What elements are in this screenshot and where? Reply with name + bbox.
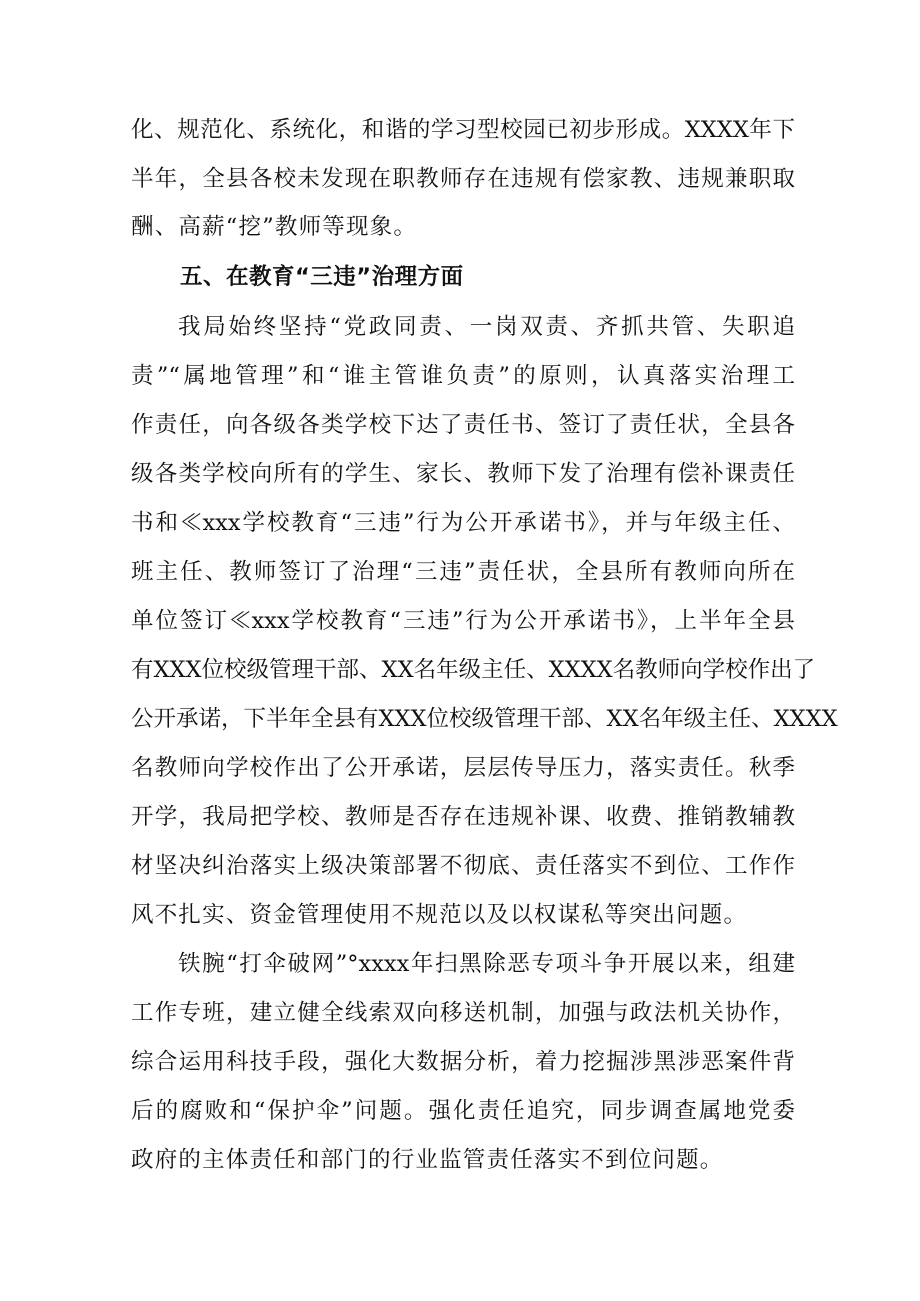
text-line: 级各类学校向所有的学生、家长、教师下发了治理有偿补课责任	[131, 461, 795, 487]
text-line: 责”“属地管理”和“谁主管谁负责”的原则，认真落实治理工	[131, 363, 795, 389]
text-line: 后的腐败和“保护伞”问题。强化责任追究，同步调查属地党委	[131, 1098, 795, 1124]
text-line: 材坚决纠治落实上级决策部署不彻底、责任落实不到位、工作作	[131, 853, 795, 879]
text-line: 铁腕“打伞破网”°xxxx年扫黑除恶专项斗争开展以来，组建	[178, 951, 795, 977]
text-line: 单位签订≪xxx学校教育“三违”行为公开承诺书》，上半年全县	[131, 608, 795, 634]
section-heading: 五、在教育“三违”治理方面	[180, 264, 464, 290]
text-line: 风不扎实、资金管理使用不规范以及以权谋私等突出问题。	[131, 902, 748, 928]
text-line: 有XXX位校级管理干部、XX名年级主任、XXXX名教师向学校作出了	[131, 657, 816, 683]
text-line: 名教师向学校作出了公开承诺，层层传导压力，落实责任。秋季	[131, 755, 795, 781]
text-line: 政府的主体责任和部门的行业监管责任落实不到位问题。	[131, 1147, 724, 1173]
text-line: 工作专班，建立健全线索双向移送机制，加强与政法机关协作，	[131, 1000, 795, 1026]
text-line: 化、规范化、系统化，和谐的学习型校园已初步形成。XXXX年下	[131, 117, 795, 143]
text-line: 半年，全县各校未发现在职教师存在违规有偿家教、违规兼职取	[131, 166, 795, 192]
text-line: 公开承诺，下半年全县有XXX位校级管理干部、XX名年级主任、XXXX	[131, 706, 838, 732]
text-line: 作责任，向各级各类学校下达了责任书、签订了责任状，全县各	[131, 412, 795, 438]
text-line: 酬、高薪“挖”教师等现象。	[131, 214, 418, 240]
text-line: 开学，我局把学校、教师是否存在违规补课、收费、推销教辅教	[131, 804, 795, 830]
text-line: 书和≪xxx学校教育“三违”行为公开承诺书》，并与年级主任、	[131, 510, 795, 536]
text-line: 班主任、教师签订了治理“三违”责任状，全县所有教师向所在	[131, 559, 795, 585]
text-line: 综合运用科技手段，强化大数据分析，着力挖掘涉黑涉恶案件背	[131, 1049, 795, 1075]
text-line: 我局始终坚持“党政同责、一岗双责、齐抓共管、失职追	[178, 314, 795, 340]
